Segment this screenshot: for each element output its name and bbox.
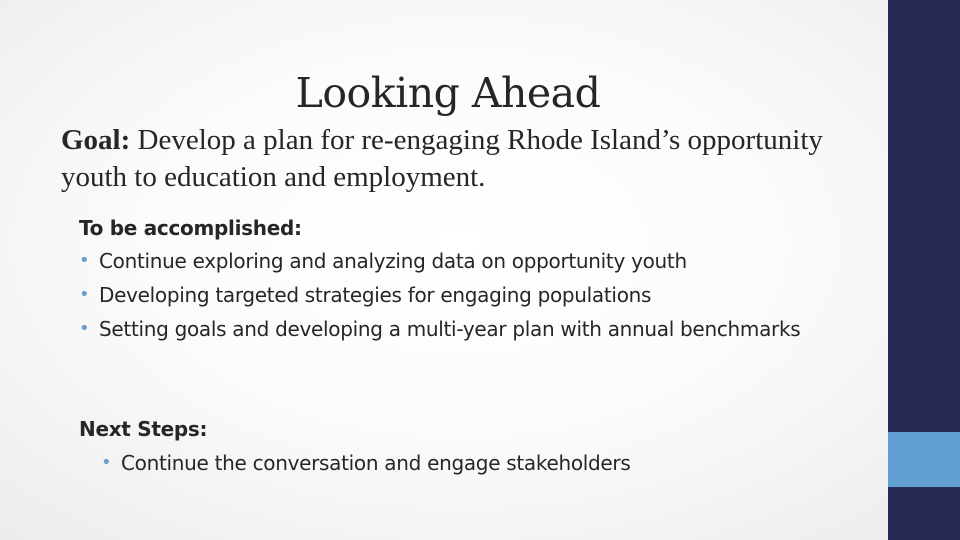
bullet-icon: •: [79, 318, 90, 339]
goal-text: Develop a plan for re-engaging Rhode Island’s opportunity youth to education and employment.: [61, 124, 823, 193]
next-steps-heading: Next Steps:: [79, 417, 208, 441]
list-item-text: Continue the conversation and engage stakeholders: [121, 451, 631, 475]
list-item-text: Setting goals and developing a multi-year plan with annual benchmarks: [99, 317, 801, 341]
list-item: [101, 446, 839, 480]
goal-statement: [61, 122, 841, 196]
list-item-text: Developing targeted strategies for engaging populations: [99, 283, 652, 307]
list-item-text: Continue exploring and analyzing data on opportunity youth: [99, 249, 687, 273]
next-steps-section: [79, 412, 839, 480]
list-item: [79, 244, 839, 278]
accomplished-section: [79, 212, 839, 346]
bullet-icon: •: [79, 284, 90, 305]
bullet-icon: •: [79, 250, 90, 271]
accomplished-heading: To be accomplished:: [79, 216, 302, 240]
list-item: [79, 312, 839, 346]
goal-label: Goal:: [61, 124, 131, 156]
next-steps-list: [79, 446, 839, 480]
sidebar-accent-block: [888, 432, 960, 487]
bullet-icon: •: [101, 452, 112, 473]
accomplished-list: [79, 244, 839, 346]
slide-title: Looking Ahead: [295, 69, 601, 118]
list-item: [79, 278, 839, 312]
